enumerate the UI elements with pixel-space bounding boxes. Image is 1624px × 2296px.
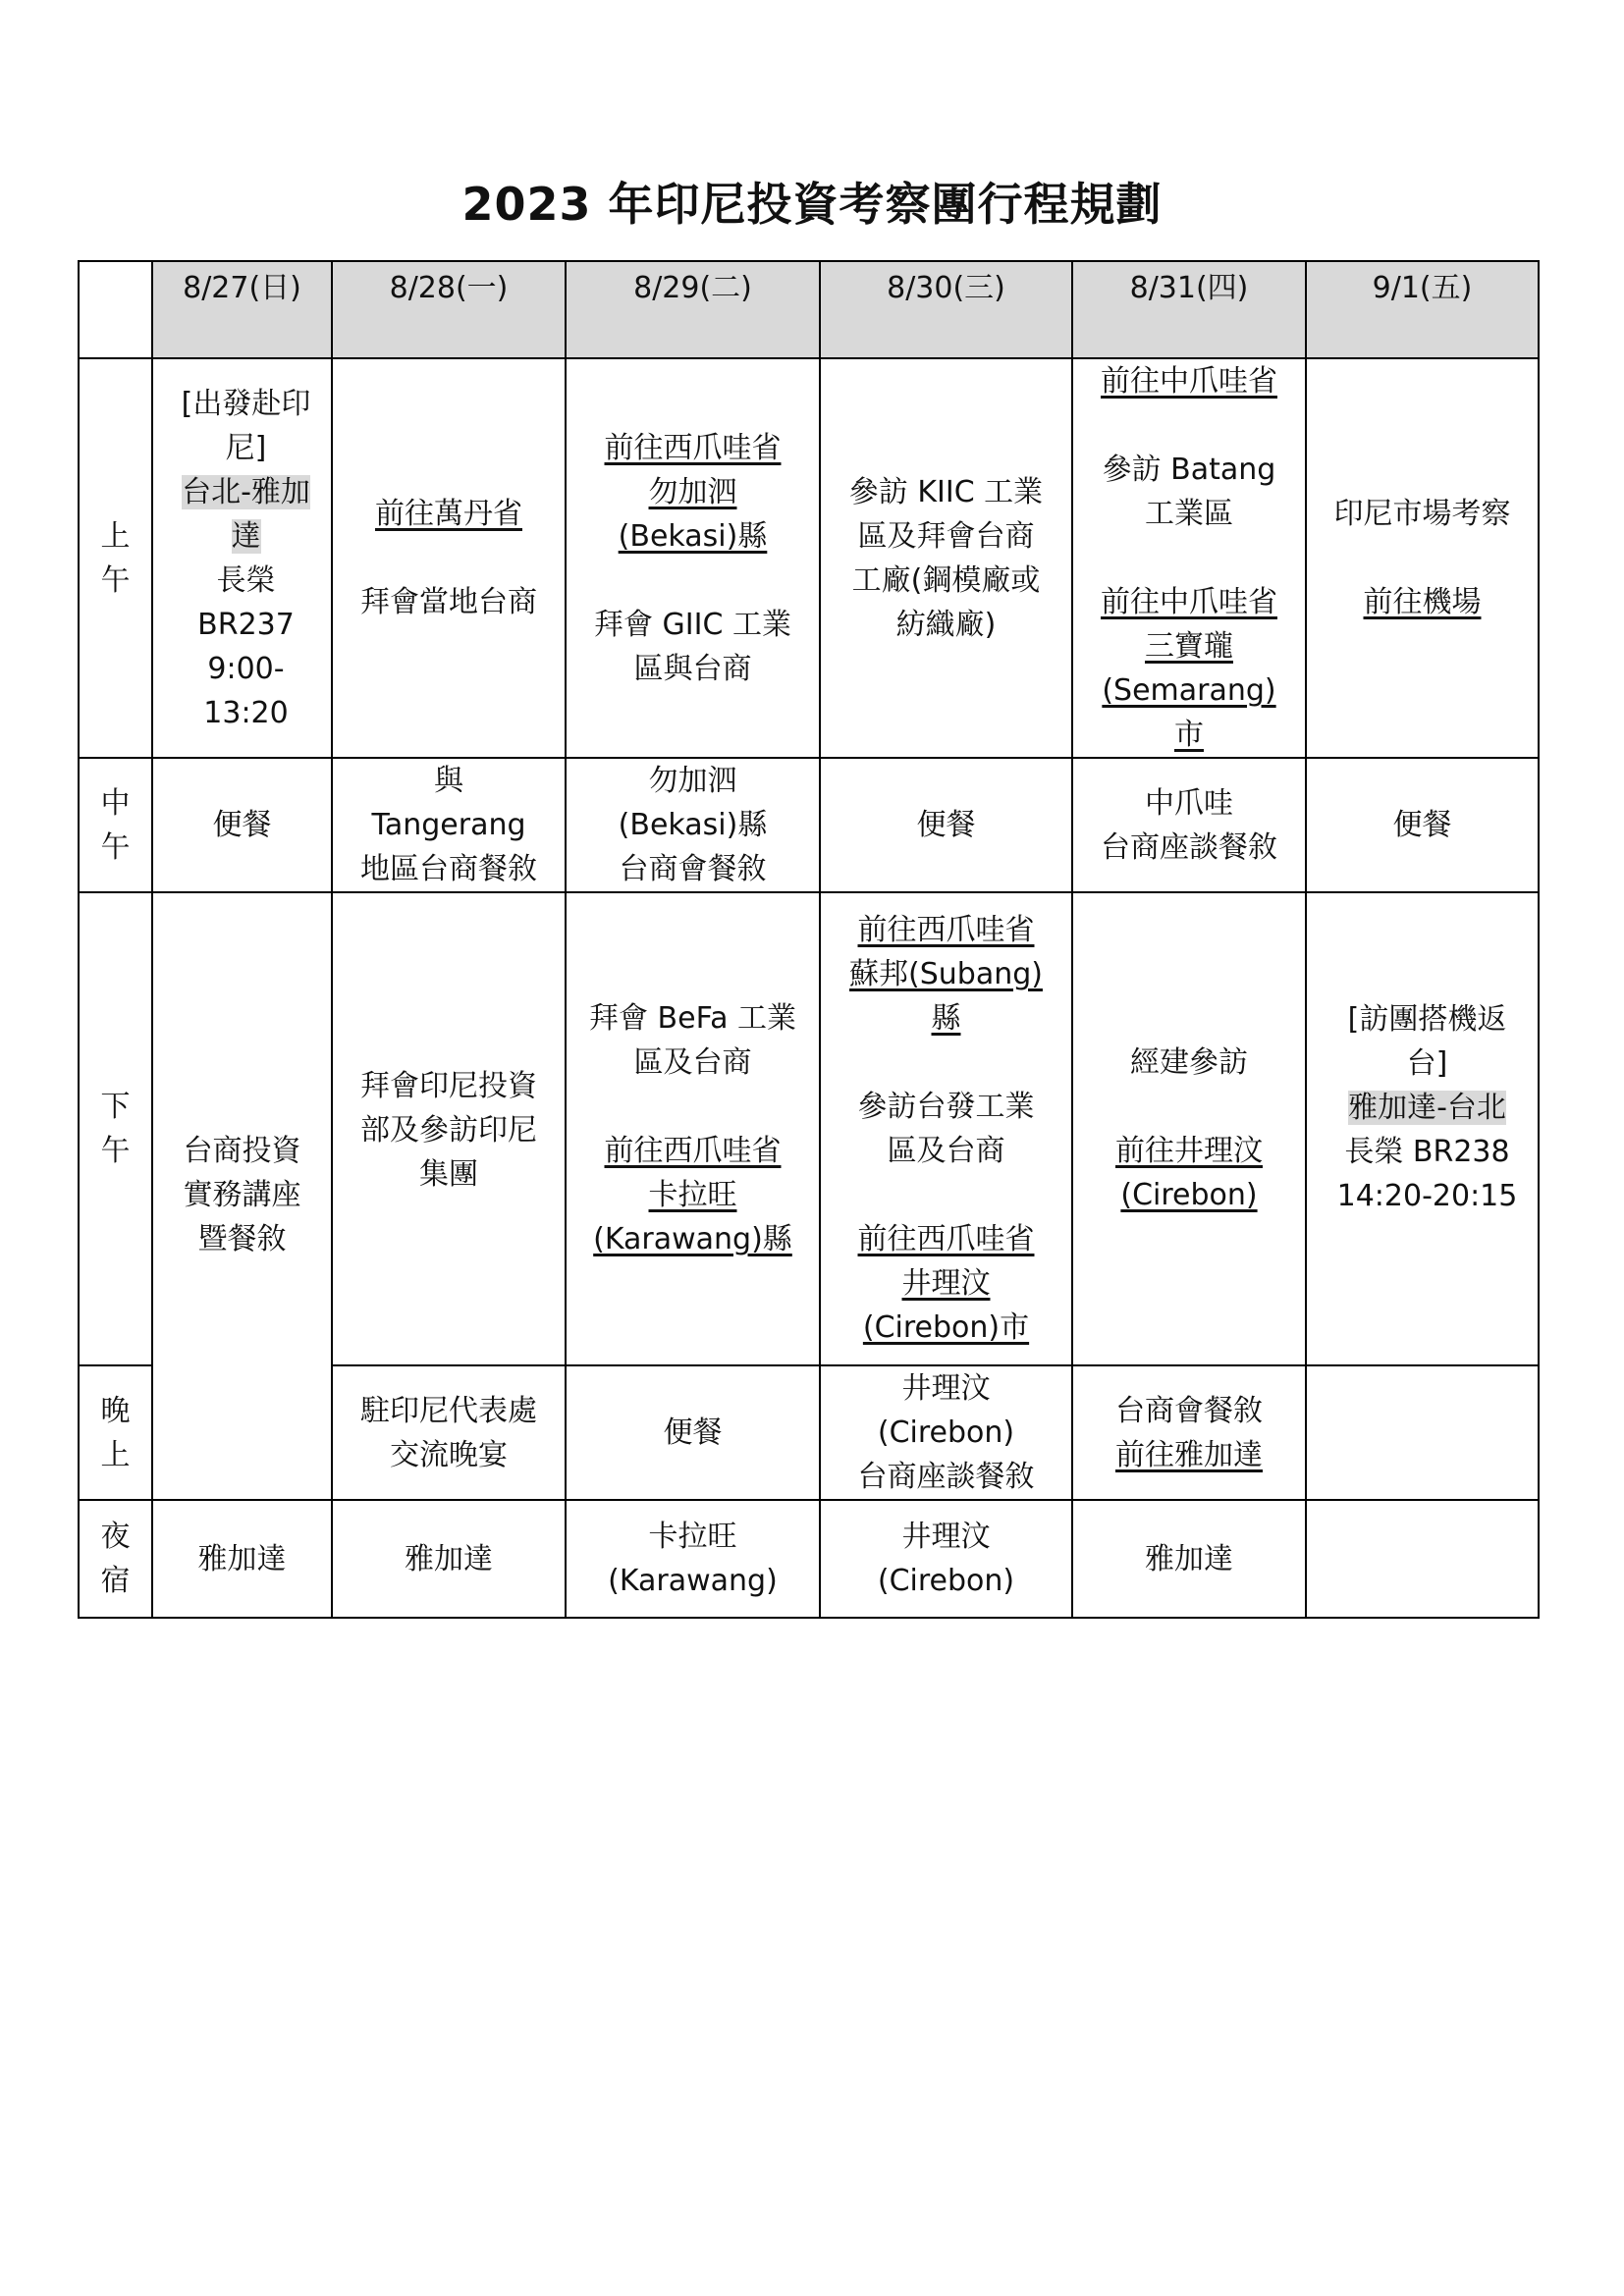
cell-morning-d6: 印尼市場考察 前往機場 (1306, 358, 1539, 758)
cell-evening-d3: 便餐 (566, 1365, 820, 1500)
cell-overnight-d2: 雅加達 (332, 1500, 566, 1618)
period-label-morning: 上 午 (79, 358, 152, 758)
cell-noon-d2: 與 Tangerang 地區台商餐敘 (332, 758, 566, 892)
cell-afternoon-d6: [訪團搭機返 台] 雅加達-台北 長榮 BR238 14:20-20:15 (1306, 892, 1539, 1365)
cell-afternoon-d2: 拜會印尼投資 部及參訪印尼 集團 (332, 892, 566, 1365)
period-label-evening: 晚 上 (79, 1365, 152, 1500)
itinerary-table (78, 260, 1540, 1619)
cell-noon-d4: 便餐 (820, 758, 1072, 892)
cell-noon-d6: 便餐 (1306, 758, 1539, 892)
header-row (79, 261, 1539, 358)
cell-morning-d3: 前往西爪哇省 勿加泗 (Bekasi)縣 拜會 GIIC 工業 區與台商 (566, 358, 820, 758)
page-title: 2023 年印尼投資考察團行程規劃 (461, 178, 1163, 231)
date-header: 9/1(五) (1306, 261, 1539, 358)
cell-overnight-d4: 井理汶 (Cirebon) (820, 1500, 1072, 1618)
cell-afternoon-d5: 經建參訪 前往井理汶 (Cirebon) (1072, 892, 1306, 1365)
cell-morning-d1: [出發赴印 尼] 台北-雅加 達 長榮 BR237 9:00- 13:20 (152, 358, 332, 758)
cell-evening-d5: 台商會餐敘 前往雅加達 (1072, 1365, 1306, 1500)
cell-overnight-d1: 雅加達 (152, 1500, 332, 1618)
cell-overnight-d5: 雅加達 (1072, 1500, 1306, 1618)
date-header: 8/31(四) (1072, 261, 1306, 358)
date-header: 8/30(三) (820, 261, 1072, 358)
morning-row (79, 358, 1539, 758)
cell-afternoon-d4: 前往西爪哇省 蘇邦(Subang) 縣 參訪台發工業 區及台商 前往西爪哇省 井理汶 (Cirebon)市 (820, 892, 1072, 1365)
cell-overnight-d6 (1306, 1500, 1539, 1618)
cell-noon-d5: 中爪哇 台商座談餐敘 (1072, 758, 1306, 892)
cell-evening-d4: 井理汶 (Cirebon) 台商座談餐敘 (820, 1365, 1072, 1500)
cell-overnight-d3: 卡拉旺 (Karawang) (566, 1500, 820, 1618)
cell-noon-d3: 勿加泗 (Bekasi)縣 台商會餐敘 (566, 758, 820, 892)
cell-evening-d6 (1306, 1365, 1539, 1500)
cell-morning-d5: 前往中爪哇省 參訪 Batang 工業區 前往中爪哇省 三寶瓏 (Semarang) 市 (1072, 358, 1306, 758)
corner-cell (79, 261, 152, 358)
cell-afternoon-d1: 台商投資 實務講座 暨餐敘 (152, 892, 332, 1500)
cell-morning-d2: 前往萬丹省 拜會當地台商 (332, 358, 566, 758)
cell-morning-d4: 參訪 KIIC 工業 區及拜會台商 工廠(鋼模廠或 紡織廠) (820, 358, 1072, 758)
date-header: 8/28(一) (332, 261, 566, 358)
date-header: 8/27(日) (152, 261, 332, 358)
noon-row (79, 758, 1539, 892)
period-label-noon: 中 午 (79, 758, 152, 892)
afternoon-row (79, 892, 1539, 1365)
cell-evening-d2: 駐印尼代表處 交流晚宴 (332, 1365, 566, 1500)
date-header: 8/29(二) (566, 261, 820, 358)
overnight-row (79, 1500, 1539, 1618)
period-label-afternoon: 下 午 (79, 892, 152, 1365)
cell-afternoon-d3: 拜會 BeFa 工業 區及台商 前往西爪哇省 卡拉旺 (Karawang)縣 (566, 892, 820, 1365)
period-label-overnight: 夜 宿 (79, 1500, 152, 1618)
cell-noon-d1: 便餐 (152, 758, 332, 892)
